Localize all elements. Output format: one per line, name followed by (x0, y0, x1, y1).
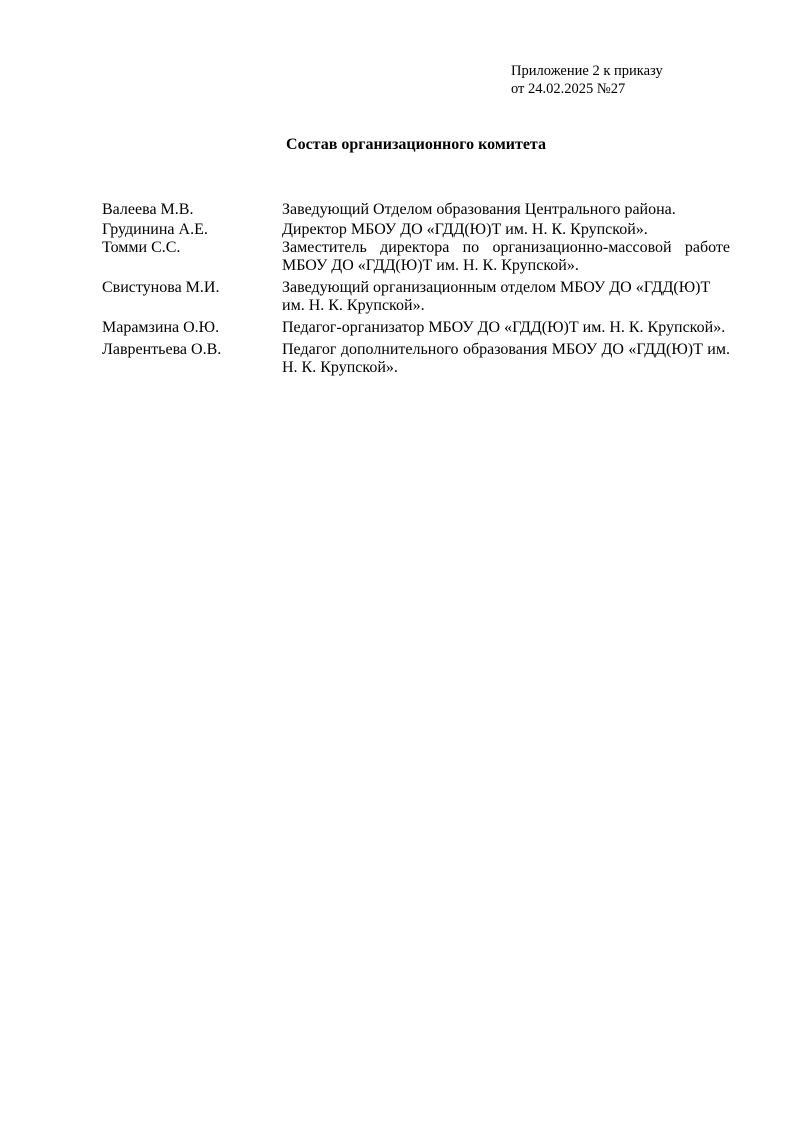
member-role: Педагог-организатор МБОУ ДО «ГДД(Ю)Т им. Н. К. Крупской». (282, 319, 726, 336)
member-row (102, 239, 730, 275)
member-row (102, 201, 730, 219)
appendix-line-2: от 24.02.2025 №27 (511, 81, 626, 97)
member-role: Директор МБОУ ДО «ГДД(Ю)Т им. Н. К. Крупской». (282, 221, 648, 238)
committee-members-list (102, 201, 730, 377)
member-row (102, 221, 730, 239)
member-name: Лаврентьева О.В. (102, 341, 222, 358)
member-role: Заведующий организационным отделом МБОУ ДО «ГДД(Ю)Т им. Н. К. Крупской». (282, 279, 711, 314)
member-row (102, 319, 730, 337)
appendix-line-1: Приложение 2 к приказу (511, 63, 663, 79)
member-name: Валеева М.В. (102, 201, 194, 218)
member-role: Педагог дополнительного образования МБОУ ДО «ГДД(Ю)Т им. Н. К. Крупской». (282, 341, 730, 376)
document-title: Состав организационного комитета (286, 136, 546, 153)
member-name: Марамзина О.Ю. (102, 319, 220, 336)
appendix-note (511, 62, 663, 98)
member-row (102, 341, 730, 377)
member-role: Заместитель директора по организационно-массовой работе МБОУ ДО «ГДД(Ю)Т им. Н. К. Крупской». (282, 239, 730, 274)
member-name: Томми С.С. (102, 239, 181, 256)
member-row (102, 279, 730, 315)
member-name: Грудинина А.Е. (102, 221, 208, 238)
member-name: Свистунова М.И. (102, 279, 220, 296)
member-role: Заведующий Отделом образования Центрального района. (282, 201, 676, 218)
